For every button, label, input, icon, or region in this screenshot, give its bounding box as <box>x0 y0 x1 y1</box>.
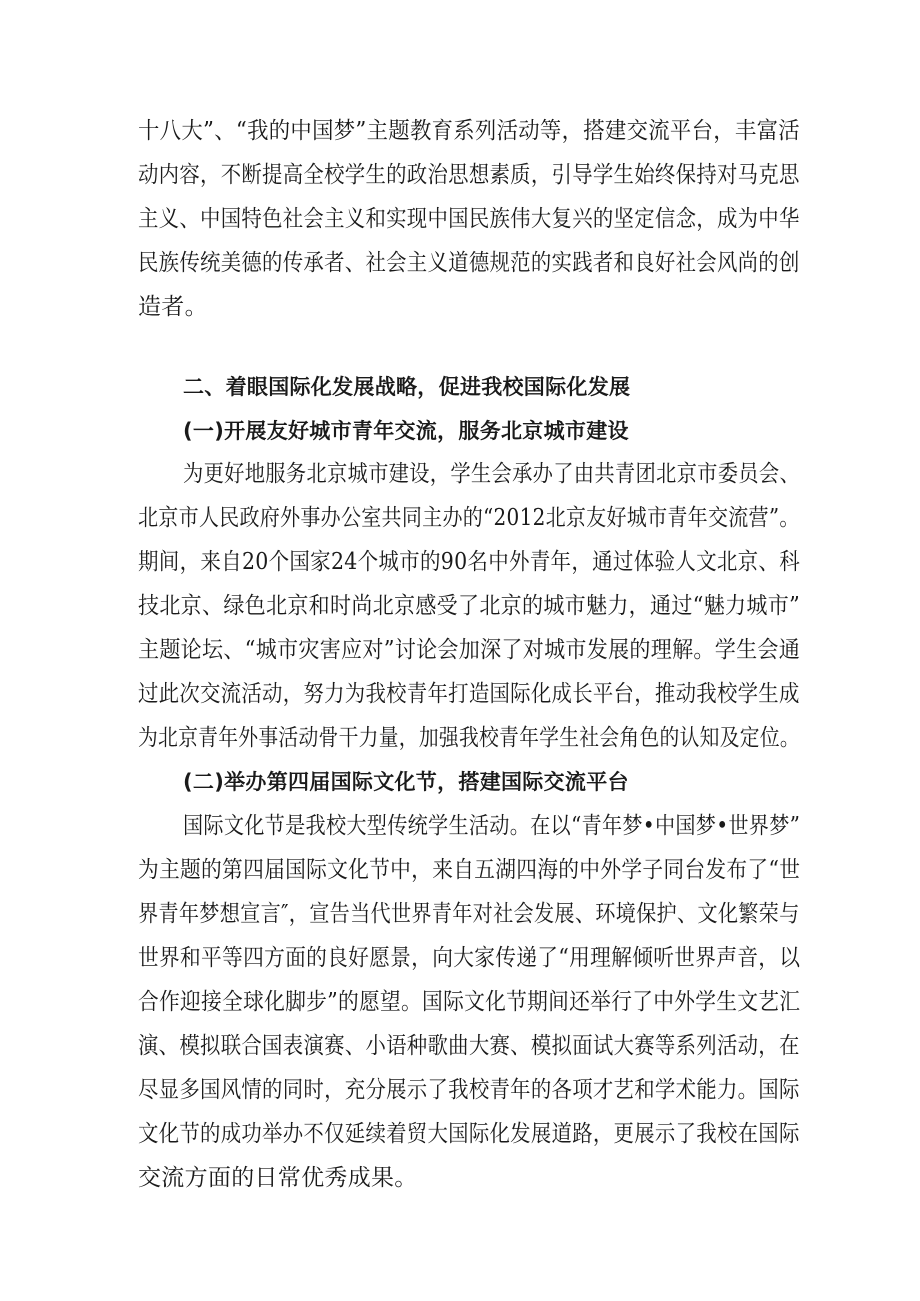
text-line: 演、模拟联合国表演赛、小语种歌曲大赛、模拟面试大赛等系列活动，在 <box>138 1033 800 1059</box>
text-line: 为主题的第四届国际文化节中，来自五湖四海的中外学子同台发布了“世 <box>138 857 801 883</box>
text-line: 合作迎接全球化脚步”的愿望。国际文化节期间还举行了中外学生文艺汇 <box>138 989 801 1015</box>
subsection-heading: (二)举办第四届国际文化节，搭建国际交流平台 <box>183 770 629 794</box>
text-line: 过此次交流活动，努力为我校青年打造国际化成长平台，推动我校学生成 <box>138 681 800 707</box>
subsection-heading: (一)开展友好城市青年交流，服务北京城市建设 <box>183 419 629 443</box>
text-line: 主题论坛、“城市灾害应对”讨论会加深了对城市发展的理解。学生会通 <box>138 637 801 663</box>
section-heading: 二、着眼国际化发展战略，促进我校国际化发展 <box>183 375 631 399</box>
text-line: 世界和平等四方面的良好愿景，向大家传递了“用理解倾听世界声音，以 <box>138 945 801 971</box>
text-line: 主义、中国特色社会主义和实现中国民族伟大复兴的坚定信念，成为中华 <box>138 206 800 232</box>
text-line: 技北京、绿色北京和时尚北京感受了北京的城市魅力，通过“魅力城市” <box>138 593 801 619</box>
text-line: 期间，来自20个国家24个城市的90名中外青年，通过体验人文北京、科 <box>138 549 801 575</box>
text-line: 交流方面的日常优秀成果。 <box>138 1165 418 1191</box>
text-line: 界青年梦想宣言″，宣告当代世界青年对社会发展、环境保护、文化繁荣与 <box>138 901 800 927</box>
text-line: 民族传统美德的传承者、社会主义道德规范的实践者和良好社会风尚的创 <box>138 250 800 276</box>
text-line: 造者。 <box>138 294 208 320</box>
text-line: 十八大”、“我的中国梦”主题教育系列活动等，搭建交流平台，丰富活 <box>138 118 800 144</box>
text-line: 为北京青年外事活动骨干力量，加强我校青年学生社会角色的认知及定位。 <box>138 725 800 751</box>
text-line: 为更好地服务北京城市建设，学生会承办了由共青团北京市委员会、 <box>183 461 801 487</box>
text-line: 动内容，不断提高全校学生的政治思想素质，引导学生始终保持对马克思 <box>138 162 800 188</box>
text-line: 北京市人民政府外事办公室共同主办的“2012北京友好城市青年交流营”。 <box>138 505 800 531</box>
text-line: 国际文化节是我校大型传统学生活动。在以“青年梦•中国梦•世界梦” <box>183 813 801 839</box>
text-line: 尽显多国风情的同时，充分展示了我校青年的各项才艺和学术能力。国际 <box>138 1077 800 1103</box>
text-line: 文化节的成功举办不仅延续着贸大国际化发展道路，更展示了我校在国际 <box>138 1121 800 1147</box>
